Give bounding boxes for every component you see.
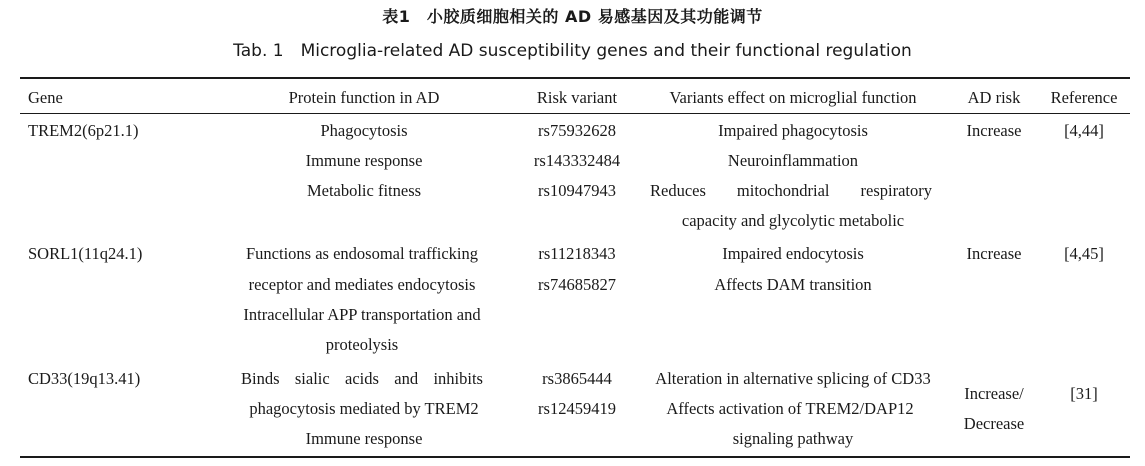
variant-effect-line: Affects DAM transition — [714, 275, 872, 294]
header-ad-risk: AD risk — [967, 88, 1021, 107]
protein-function-line: Functions as endosomal trafficking — [245, 244, 479, 263]
risk-variant: rs11218343 — [538, 244, 616, 263]
header-rule — [20, 113, 1130, 114]
variant-effect-line: Impaired phagocytosis — [718, 121, 868, 140]
ad-risk: Decrease — [963, 414, 1025, 433]
risk-variant: rs3865444 — [542, 369, 612, 388]
ad-risk: Increase/ — [964, 384, 1024, 403]
protein-function-line: Binds sialic acids and inhibits — [241, 369, 483, 388]
header-protein-function: Protein function in AD — [288, 88, 440, 107]
header-risk-variant: Risk variant — [536, 88, 618, 107]
header-reference: Reference — [1050, 88, 1118, 107]
protein-function-line: receptor and mediates endocytosis — [248, 275, 476, 294]
reference: [4,44] — [1064, 121, 1104, 140]
header-gene: Gene — [28, 88, 63, 107]
protein-function-line: Metabolic fitness — [306, 181, 422, 200]
ad-risk: Increase — [966, 244, 1022, 263]
variant-effect-line: signaling pathway — [732, 429, 854, 448]
header-variant-effect: Variants effect on microglial function — [669, 88, 917, 107]
risk-variant: rs75932628 — [538, 121, 616, 140]
gene-name: TREM2(6p21.1) — [28, 121, 139, 140]
protein-function-line: Intracellular APP transportation and — [243, 305, 481, 324]
reference: [4,45] — [1064, 244, 1104, 263]
risk-variant: rs143332484 — [533, 151, 621, 170]
bottom-rule — [20, 456, 1130, 458]
protein-function-line: proteolysis — [325, 335, 399, 354]
risk-variant: rs74685827 — [538, 275, 616, 294]
protein-function-line: Immune response — [305, 429, 423, 448]
table-title-english: Tab. 1 Microglia-related AD susceptibility genes and their functional regulation — [233, 41, 912, 61]
ad-risk: Increase — [966, 121, 1022, 140]
variant-effect-line: Alteration in alternative splicing of CD33 — [655, 369, 931, 388]
variant-effect-line: capacity and glycolytic metabolic — [681, 211, 905, 230]
risk-variant: rs10947943 — [538, 181, 616, 200]
variant-effect-line: Neuroinflammation — [727, 151, 859, 170]
variant-effect-line: Impaired endocytosis — [722, 244, 864, 263]
variant-effect-line: Reduces mitochondrial respiratory — [650, 181, 932, 200]
gene-name: SORL1(11q24.1) — [28, 244, 143, 263]
reference: [31] — [1070, 384, 1098, 403]
variant-effect-line: Affects activation of TREM2/DAP12 — [666, 399, 914, 418]
table-title-chinese: 表1 小胶质细胞相关的 AD 易感基因及其功能调节 — [382, 7, 763, 26]
protein-function-line: Immune response — [305, 151, 423, 170]
risk-variant: rs12459419 — [538, 399, 616, 418]
protein-function-line: Phagocytosis — [320, 121, 408, 140]
gene-name: CD33(19q13.41) — [28, 369, 141, 388]
protein-function-line: phagocytosis mediated by TREM2 — [249, 399, 479, 418]
top-rule — [20, 77, 1130, 79]
